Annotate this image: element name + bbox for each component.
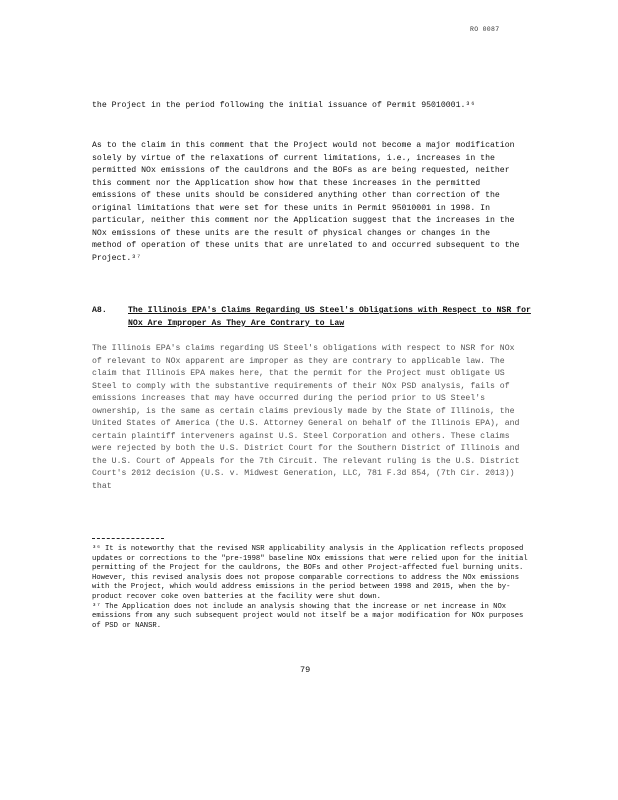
- footnote-36: ³⁶ It is noteworthy that the revised NSR applicability analysis in the Application reflects proposed updates or corrections to the "pre-1998" baseline NOx emissions that were relied upon for the initial permitting of the Project for the cauldrons, the BOFs and other Project-affected fuel burning units. However, this revised analysis does not propose comparable corrections to address the NOx emissions with the Project, which would address emissions in the period between 1998 and 2015, when the by-product recover coke oven batteries at the facility were shut down.: [92, 545, 528, 601]
- body-paragraph-correction: As to the claim in this comment that the Project would not become a major modification solely by virtue of the relaxations of current limitations, i.e., increases in the permitted NOx emissions of the cauldrons and the BOFs as are being requested, neither this comment nor the Application show how that these increases in the permitted emissions of these units should be considered anything other than correction of the original limitations that were set for these units in Permit 95010001 in 1998. In particular, neither this comment nor the Application suggest that the increases in the NOx emissions of these units are the result of physical changes or changes in the method of operation of these units that are unrelated to and occurred subsequent to the Project.³⁷: [92, 141, 520, 263]
- continued-paragraph: the Project in the period following the initial issuance of Permit 95010001.³⁶: [92, 101, 476, 110]
- footnotes: [92, 545, 532, 631]
- page-number: 79: [300, 665, 311, 675]
- footnote-separator: [92, 538, 164, 539]
- body-paragraph-nsr: The Illinois EPA's claims regarding US Steel's obligations with respect to NSR for NOx of relevant to NOx apparent are improper as they are contrary to applicable law. The claim that Illinois EPA makes here, that the permit for the Project must obligate US Steel to comply with the substantive requirements of their NOx PSD analysis, fails of emissions increases that may have occurred during the period prior to US Steel's ownership, is the same as certain claims previously made by the State of Illinois, the United States of America (the U.S. Attorney General on behalf of the Illinois EPA), and certain plaintiff interveners against U.S. Steel Corporation and others. These claims were rejected by both the U.S. District Court for the Southern District of Illinois and the U.S. Court of Appeals for the 7th Circuit. The relevant ruling is the U.S. District Court's 2012 decision (U.S. v. Midwest Generation, LLC, 781 F.3d 854, (7th Cir. 2013)) that: [92, 344, 520, 491]
- section-title-text: The Illinois EPA's Claims Regarding US Steel's Obligations with Respect to NSR for NOx Are Improper As They Are Contrary to Law: [128, 306, 531, 328]
- footnote-37: ³⁷ The Application does not include an analysis showing that the increase or net increase in NOx emissions from any such subsequent project would not itself be a major modification for NOx purposes of PSD or NANSR.: [92, 602, 524, 630]
- section-number: A8.: [92, 306, 107, 315]
- bates-number: RO 0087: [470, 26, 500, 33]
- section-title: [128, 305, 532, 330]
